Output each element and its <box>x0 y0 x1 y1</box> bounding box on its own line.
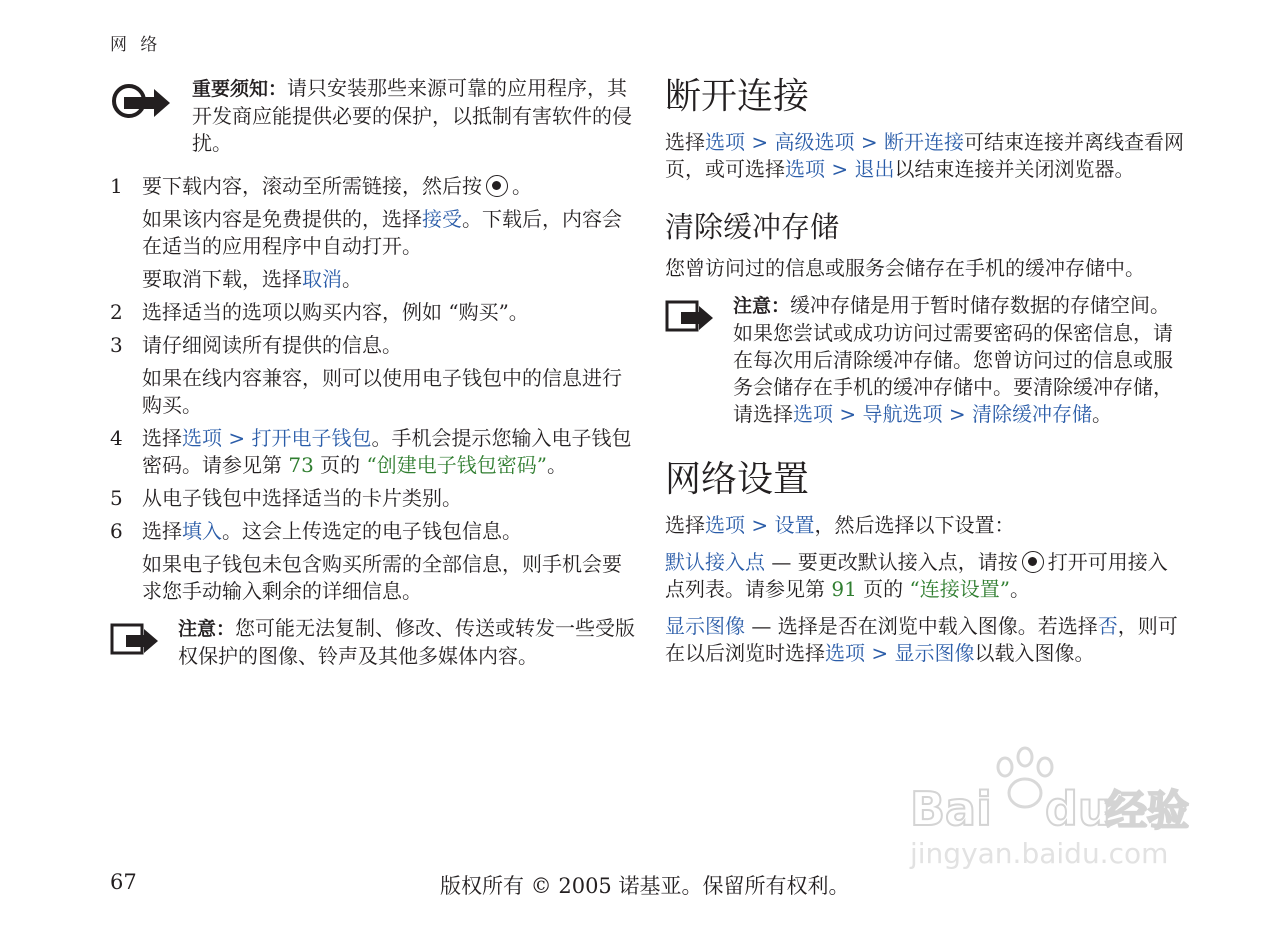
text: 。 <box>342 267 362 291</box>
text: ，则可在以后浏览时选择 <box>665 614 1178 665</box>
text: 打开可用接入点列表。请参见第 <box>665 550 1168 601</box>
text: 选择 <box>142 426 182 450</box>
text: 可结束连接并离线查看网页，或可选择 <box>665 130 1184 181</box>
exit-link[interactable]: 退出 <box>854 157 895 181</box>
separator: > <box>222 426 252 450</box>
text: 。手机会提示您输入电子钱包密码。请参见第 <box>142 426 632 477</box>
nav-options-link[interactable]: 导航选项 <box>862 402 943 426</box>
accept-link[interactable]: 接受 <box>422 207 462 231</box>
note-lead: 注意： <box>733 295 791 317</box>
network-paragraph <box>665 512 1185 539</box>
options-link[interactable]: 选项 <box>793 402 833 426</box>
cache-note <box>665 292 1185 428</box>
text: 页的 <box>313 453 367 477</box>
step-4 <box>110 425 635 479</box>
separator: > <box>833 402 863 426</box>
step-text: 从电子钱包中选择适当的卡片类别。 <box>142 486 462 510</box>
heading-network-settings: 网络设置 <box>665 459 810 500</box>
connection-settings-ref[interactable]: “连接设置” <box>909 577 1010 601</box>
options-link[interactable]: 选项 <box>705 513 745 537</box>
text: 选择 <box>665 513 705 537</box>
step-number: 1 <box>110 174 123 198</box>
watermark-brand-2: du <box>1045 782 1111 836</box>
text: — 选择是否在浏览中载入图像。若选择 <box>745 614 1098 638</box>
right-column <box>665 75 1185 677</box>
text: 以结束连接并关闭浏览器。 <box>894 157 1135 181</box>
step-number: 2 <box>110 300 123 324</box>
step-number: 6 <box>110 519 123 543</box>
step-6 <box>110 518 635 545</box>
fill-in-link[interactable]: 填入 <box>182 519 222 543</box>
separator: > <box>745 513 775 537</box>
options-link[interactable]: 选项 <box>825 641 865 665</box>
important-icon <box>110 81 172 121</box>
running-head: 网 络 <box>110 35 162 55</box>
step-3-detail: 如果在线内容兼容，则可以使用电子钱包中的信息进行购买。 <box>142 366 622 417</box>
text: 。 <box>546 453 567 477</box>
note-lead: 注意： <box>178 618 236 640</box>
wallet-password-ref[interactable]: “创建电子钱包密码” <box>366 453 547 477</box>
watermark-url: jingyan.baidu.com <box>910 837 1169 870</box>
watermark-cn: 经验 <box>1105 786 1190 835</box>
step-1-cancel <box>110 266 635 293</box>
step-5 <box>110 485 635 512</box>
access-point-paragraph <box>665 549 1185 603</box>
text: 。 <box>1091 402 1112 426</box>
options-link[interactable]: 选项 <box>785 157 825 181</box>
cancel-link[interactable]: 取消 <box>302 267 342 291</box>
note-text: 您可能无法复制、修改、传送或转发一些受版权保护的图像、铃声及其他多媒体内容。 <box>178 616 636 668</box>
copyright-note <box>110 615 635 670</box>
separator: > <box>825 157 855 181</box>
heading-clear-cache: 清除缓冲存储 <box>665 210 840 244</box>
page-ref[interactable]: 91 <box>831 577 857 601</box>
watermark-brand: Bai <box>910 782 992 836</box>
important-notice <box>110 75 635 157</box>
options-link[interactable]: 选项 <box>705 130 745 154</box>
separator: > <box>745 130 775 154</box>
step-3 <box>110 332 635 359</box>
notice-lead: 重要须知： <box>192 78 288 100</box>
options-link[interactable]: 选项 <box>182 426 222 450</box>
settings-link[interactable]: 设置 <box>774 513 815 537</box>
default-ap-link[interactable]: 默认接入点 <box>665 550 765 574</box>
heading-disconnect: 断开连接 <box>665 76 810 117</box>
text: — 要更改默认接入点，请按 <box>765 550 1018 574</box>
text: ，然后选择以下设置： <box>814 513 1015 537</box>
text: 。下载后，内容会在适当的应用程序中自动打开。 <box>142 207 622 258</box>
baidu-watermark <box>905 745 1205 875</box>
notice-text: 请只安装那些来源可靠的应用程序，其开发商应能提供必要的保护，以抵制有害软件的侵扰。 <box>192 76 632 155</box>
step-1 <box>110 173 635 200</box>
step-text: 要下载内容，滚动至所需链接，然后按 <box>142 174 482 198</box>
clear-cache-link[interactable]: 清除缓冲存储 <box>971 402 1092 426</box>
show-images-link[interactable]: 显示图像 <box>665 614 745 638</box>
text: 以载入图像。 <box>974 641 1095 665</box>
separator: > <box>854 130 884 154</box>
text: 选择 <box>665 130 705 154</box>
text: 。这会上传选定的电子钱包信息。 <box>222 519 522 543</box>
step-6-detail: 如果电子钱包未包含购买所需的全部信息，则手机会要求您手动输入剩余的详细信息。 <box>142 552 622 603</box>
step-text: 选择适当的选项以购买内容，例如 “购买”。 <box>142 300 529 324</box>
step-number: 4 <box>110 426 123 450</box>
cache-paragraph: 您曾访问过的信息或服务会储存在手机的缓冲存储中。 <box>665 256 1145 280</box>
step-number: 3 <box>110 333 123 357</box>
select-key-icon <box>1022 551 1044 573</box>
left-column <box>110 75 635 686</box>
note-text: 缓冲存储是用于暂时储存数据的存储空间。如果您尝试或成功访问过需要密码的保密信息，请在每次用后清除缓冲存储。您曾访问过的信息或服务会储存在手机的缓冲存储中。要清除缓冲存储，请选择 <box>733 293 1173 426</box>
note-icon <box>665 298 715 334</box>
text: 。 <box>1009 577 1030 601</box>
open-wallet-link[interactable]: 打开电子钱包 <box>251 426 372 450</box>
select-key-icon <box>486 175 508 197</box>
page-number: 67 <box>110 870 137 894</box>
step-text-end: 。 <box>512 174 532 198</box>
step-1-detail <box>110 206 635 260</box>
copyright-footer: 版权所有 © 2005 诺基亚。保留所有权利。 <box>440 874 850 898</box>
step-text: 请仔细阅读所有提供的信息。 <box>142 333 402 357</box>
separator: > <box>865 641 895 665</box>
text: 要取消下载，选择 <box>142 267 302 291</box>
separator: > <box>942 402 972 426</box>
step-2 <box>110 299 635 326</box>
text: 页的 <box>856 577 910 601</box>
advanced-options-link[interactable]: 高级选项 <box>774 130 855 154</box>
no-link[interactable]: 否 <box>1097 614 1118 638</box>
disconnect-link[interactable]: 断开连接 <box>883 130 964 154</box>
text: 选择 <box>142 519 182 543</box>
note-icon <box>110 621 160 657</box>
disconnect-paragraph <box>665 129 1185 183</box>
page-ref[interactable]: 73 <box>288 453 314 477</box>
show-images-link-2[interactable]: 显示图像 <box>894 641 975 665</box>
text: 如果该内容是免费提供的，选择 <box>142 207 422 231</box>
show-images-paragraph <box>665 613 1185 667</box>
step-number: 5 <box>110 486 123 510</box>
